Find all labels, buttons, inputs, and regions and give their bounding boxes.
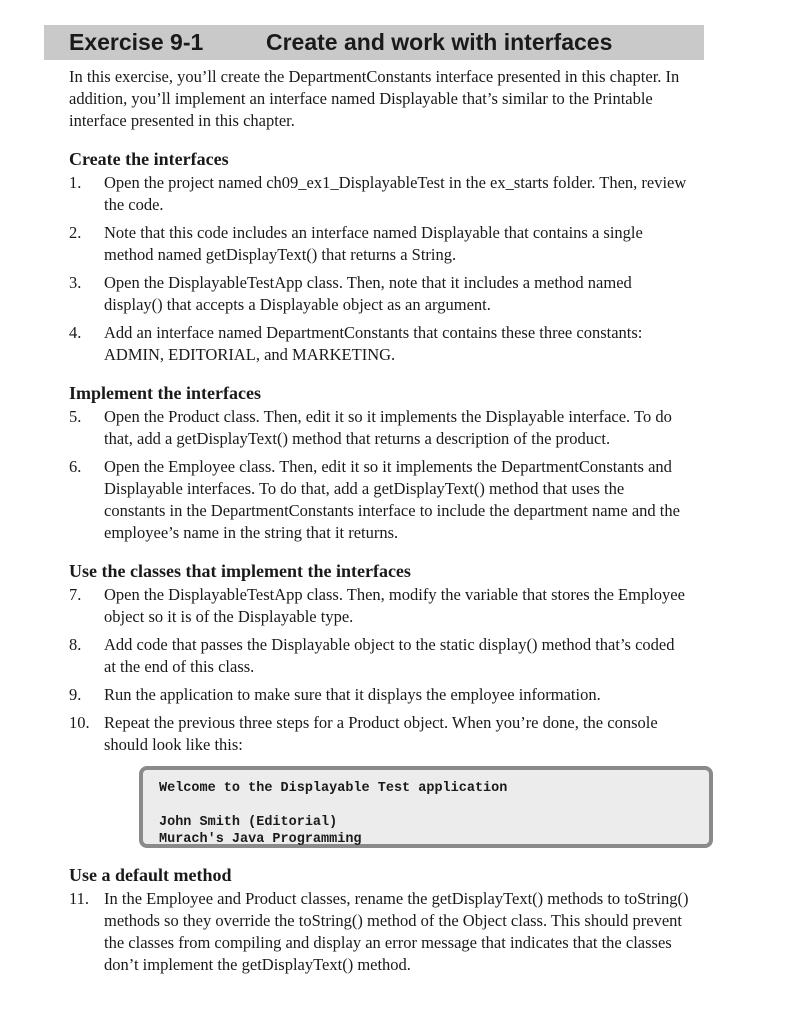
exercise-content [69,66,689,982]
step-number: 8. [69,635,82,654]
exercise-number: Exercise 9-1 [69,29,204,55]
step-number: 4. [69,323,82,342]
step-text: Open the Employee class. Then, edit it so it implements the DepartmentConstants and Displayable interfaces. To do that, add a getDisplayText() method that uses the constants in the DepartmentConstants interface to include the department name and the employee’s name in the string that it returns. [104,457,680,542]
step-number: 3. [69,273,82,292]
step-list [69,172,689,366]
console-line: Murach's Java Programming [159,832,362,847]
section-heading: Create the interfaces [69,149,229,169]
step-list [69,584,689,848]
console-line: Welcome to the Displayable Test application [159,781,508,796]
step-text: Open the DisplayableTestApp class. Then, modify the variable that stores the Employee object so it is of the Displayable type. [104,585,685,626]
step-list [69,406,689,544]
console-output [139,766,713,848]
step-text: In the Employee and Product classes, rename the getDisplayText() methods to toString() methods so they override the toString() method of the Object class. This should prevent the classes from compiling and display an error message that indicates that the classes don’t implement the getDisplayText() method. [104,889,689,974]
step-text: Open the project named ch09_ex1_DisplayableTest in the ex_starts folder. Then, review the code. [104,173,687,214]
step-item [69,406,689,450]
step-text: Repeat the previous three steps for a Product object. When you’re done, the console should look like this: [104,713,658,754]
step-number: 7. [69,585,82,604]
step-item [69,456,689,544]
step-item [69,888,689,976]
step-item [69,222,689,266]
step-text: Add code that passes the Displayable object to the static display() method that’s coded at the end of this class. [104,635,675,676]
step-list [69,888,689,976]
step-text: Open the DisplayableTestApp class. Then, note that it includes a method named display() that accepts a Displayable object as an argument. [104,273,632,314]
step-number: 2. [69,223,82,242]
exercise-title-bar [44,25,704,60]
step-item [69,272,689,316]
step-item [69,684,689,706]
step-number: 10. [69,713,90,732]
exercise-title: Create and work with interfaces [266,29,613,55]
step-number: 5. [69,407,82,426]
step-item [69,172,689,216]
intro-paragraph: In this exercise, you’ll create the DepartmentConstants interface presented in this chapter. In addition, you’ll implement an interface named Displayable that’s similar to the Printable interface presented in this chapter. [69,67,680,130]
step-text: Open the Product class. Then, edit it so it implements the Displayable interface. To do that, add a getDisplayText() method that returns a description of the product. [104,407,672,448]
console-line: John Smith (Editorial) [159,815,338,830]
section-heading: Use a default method [69,865,232,885]
section-heading: Implement the interfaces [69,383,261,403]
step-text: Add an interface named DepartmentConstants that contains these three constants: ADMIN, EDITORIAL, and MARKETING. [104,323,643,364]
step-item [69,634,689,678]
step-item [69,584,689,628]
step-number: 9. [69,685,82,704]
step-text: Note that this code includes an interface named Displayable that contains a single method named getDisplayText() that returns a String. [104,223,643,264]
step-number: 6. [69,457,82,476]
step-number: 11. [69,889,90,908]
step-number: 1. [69,173,82,192]
step-item [69,712,689,848]
section-heading: Use the classes that implement the interfaces [69,561,411,581]
step-item [69,322,689,366]
console-line [159,797,693,814]
step-text: Run the application to make sure that it displays the employee information. [104,685,601,704]
